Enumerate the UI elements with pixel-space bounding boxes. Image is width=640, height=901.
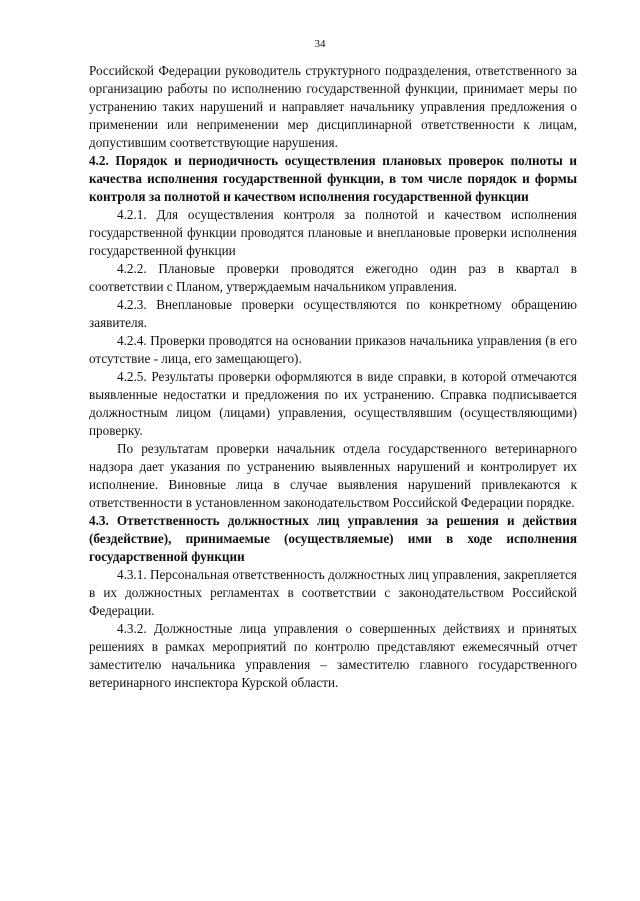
page-content [89, 62, 577, 692]
paragraph-4-3-1: 4.3.1. Персональная ответственность должностных лиц управления, закрепляется в их должностных регламентах в соответствии с законодательством Российской Федерации. [89, 567, 577, 618]
paragraph-4-2-4: 4.2.4. Проверки проводятся на основании приказов начальника управления (в его отсутствие - лица, его замещающего). [89, 333, 577, 366]
paragraph-4-2-results: По результатам проверки начальник отдела государственного ветеринарного надзора дает указания по устранению выявленных нарушений и контролирует их исполнение. Виновные лица в случае выявления нарушений привлекаются к ответственности в установленном законодательством Российской Федерации порядке. [89, 441, 577, 510]
page-number: 34 [314, 38, 326, 50]
section-heading-4-3: 4.3. Ответственность должностных лиц управления за решения и действия (бездействие), принимаемые (осуществляемые) ими в ходе исполнения государственной функции [89, 513, 577, 564]
paragraph-4-2-2: 4.2.2. Плановые проверки проводятся ежегодно один раз в квартал в соответствии с Планом, утверждаемым начальником управления. [89, 261, 577, 294]
paragraph-4-2-3: 4.2.3. Внеплановые проверки осуществляются по конкретному обращению заявителя. [89, 297, 577, 330]
paragraph-4-3-2: 4.3.2. Должностные лица управления о совершенных действиях и принятых решениях в рамках мероприятий по контролю представляют ежемесячный отчет заместителю начальника управления – заместителю главного государственного ветеринарного инспектора Курской области. [89, 621, 577, 690]
section-heading-4-2: 4.2. Порядок и периодичность осуществления плановых проверок полноты и качества исполнения государственной функции, в том числе порядок и формы контроля за полнотой и качеством исполнения государственной функции [89, 153, 577, 204]
paragraph-4-2-5: 4.2.5. Результаты проверки оформляются в виде справки, в которой отмечаются выявленные недостатки и предложения по их устранению. Справка подписывается должностным лицом (лицами) управления, осуществлявшим (осуществляющими) проверку. [89, 369, 577, 438]
intro-paragraph: Российской Федерации руководитель структурного подразделения, ответственного за организацию работы по исполнению государственной функции, принимает меры по устранению таких нарушений и направляет начальнику управления предложения о применении или неприменении мер дисциплинарной ответственности к лицам, допустившим соответствующие нарушения. [89, 63, 577, 150]
paragraph-4-2-1: 4.2.1. Для осуществления контроля за полнотой и качеством исполнения государственной функции проводятся плановые и внеплановые проверки исполнения государственной функции [89, 207, 577, 258]
